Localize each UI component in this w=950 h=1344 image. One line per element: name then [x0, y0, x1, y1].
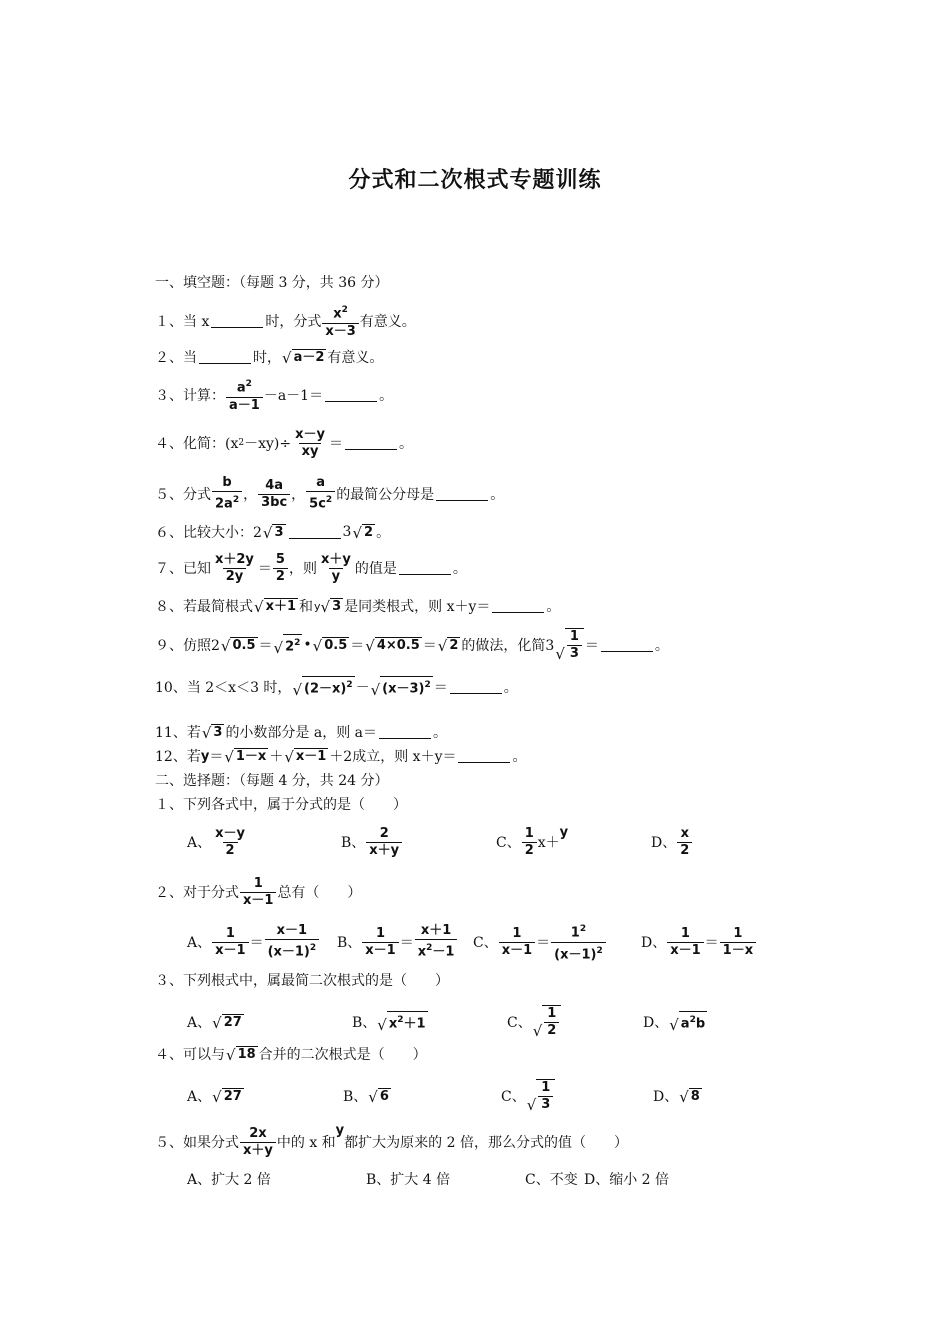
- choice-4-option-d[interactable]: [653, 1081, 703, 1111]
- q-text: 是同类根式，则 x＋y＝: [344, 599, 491, 615]
- radical: √ $(x-3)^2$: [371, 676, 433, 697]
- q-text: ２、对于分式: [155, 885, 239, 901]
- answer-blank[interactable]: [458, 750, 510, 763]
- q-text: ＝: [433, 680, 448, 696]
- option-label: D、: [641, 935, 667, 951]
- q-text: ８、若最简根式: [155, 599, 253, 615]
- q-text: ＝: [350, 638, 365, 654]
- option-label: B、: [337, 935, 362, 951]
- q-text: 。: [546, 599, 561, 615]
- choice-1-option-a[interactable]: [187, 827, 249, 857]
- answer-blank[interactable]: [199, 351, 251, 364]
- radical: √ x＋1: [254, 597, 296, 616]
- answer-blank[interactable]: [450, 681, 502, 694]
- q-text: ５、分式: [155, 487, 211, 503]
- q-text: ９、仿照2: [155, 638, 220, 654]
- q-text: x＋: [537, 835, 560, 851]
- fraction: $\frac{x+1}{x^2-1}$: [415, 923, 458, 960]
- fraction: $\frac{5}{2}$: [273, 552, 288, 585]
- option-label: D、: [653, 1089, 679, 1105]
- q-text: ＝: [422, 638, 437, 654]
- radical: √ $\frac{1}{3}$: [555, 628, 584, 662]
- option-label: C、: [507, 1015, 532, 1031]
- choice-1-option-b[interactable]: [341, 827, 403, 857]
- radical: √ $\frac{1}{2}$: [533, 1005, 562, 1039]
- answer-blank[interactable]: [601, 639, 653, 652]
- choice-1-option-c[interactable]: C、 $\frac{1}{2}$ x＋ y: [496, 824, 569, 858]
- option-label: B、扩大 4 倍: [366, 1172, 451, 1188]
- fraction: $\frac{1}{x-1}$: [240, 876, 276, 909]
- option-label: C、: [496, 835, 521, 851]
- fraction: $\frac{x-1}{(x-1)^2}$: [265, 923, 320, 960]
- q-text: ＝: [704, 935, 719, 951]
- choice-5-option-d[interactable]: [584, 1164, 669, 1194]
- q-text: 。: [512, 749, 527, 765]
- fraction: $\frac{a}{5c^2}$: [306, 475, 335, 512]
- q-text: ＋: [269, 749, 284, 765]
- option-label: D、: [651, 835, 677, 851]
- q-text: ＝: [584, 638, 599, 654]
- radical: √ 0.5: [220, 636, 256, 655]
- q-text: ７、已知: [155, 561, 211, 577]
- q-text: ＋2成立，则 x＋y＝: [329, 749, 457, 765]
- answer-blank[interactable]: [289, 526, 341, 539]
- fraction: $\frac{1}{1-x}$: [720, 926, 756, 959]
- fraction: $\frac{a^2}{a-1}$: [226, 376, 263, 413]
- q-text: ４、化简：(x: [155, 436, 239, 452]
- fraction: $\frac{x-y}{2}$: [215, 825, 245, 858]
- option-label: A、扩大 2 倍: [187, 1172, 271, 1188]
- q-text: 时，分式: [265, 314, 322, 330]
- question-10: [155, 672, 518, 702]
- answer-blank[interactable]: [492, 600, 544, 613]
- choice-4-option-b[interactable]: [343, 1081, 392, 1111]
- q-text: 。: [490, 487, 505, 503]
- fraction: $\frac{1}{x-1}$: [667, 926, 703, 959]
- q-text: 的最简公分母是: [336, 487, 435, 503]
- q-text: １、下列各式中，属于分式的是（ ）: [155, 797, 407, 813]
- fraction: $\frac{b}{2a^2}$: [212, 475, 242, 512]
- q-text: 。: [503, 680, 518, 696]
- option-label: C、: [501, 1089, 526, 1105]
- question-1: [155, 305, 416, 339]
- q-text: •: [303, 637, 312, 653]
- radical: √ 27: [212, 1013, 242, 1032]
- choice-2-option-d[interactable]: [641, 927, 757, 957]
- option-label: B、: [352, 1015, 377, 1031]
- q-text: ，: [243, 487, 258, 503]
- fraction: $\frac{4a}{3bc}$: [258, 478, 290, 511]
- q-text: ６、比较大小：2: [155, 525, 262, 541]
- radical: √ 6: [368, 1087, 389, 1106]
- fraction: $\frac{x^2}{x-3}$: [322, 302, 358, 339]
- q-text: 。: [376, 525, 391, 541]
- option-label: D、: [643, 1015, 669, 1031]
- q-text: １、当 x: [155, 314, 210, 330]
- radical: √ $a^2b$: [669, 1011, 707, 1032]
- radical: √ $2^2$: [274, 634, 303, 655]
- fraction: $\frac{1^2}{(x-1)^2}$: [551, 921, 606, 963]
- fraction: $\frac{1}{3}$: [567, 629, 582, 662]
- radical: √ 4×0.5: [365, 636, 420, 655]
- radical: √ 8: [679, 1087, 700, 1106]
- q-text: 的值是: [354, 561, 397, 577]
- q-text: 11、若: [155, 725, 201, 741]
- choice-2-option-c[interactable]: [473, 924, 607, 962]
- q-text: ＝: [249, 935, 264, 951]
- q-text: ５、如果分式: [155, 1135, 239, 1151]
- option-label: A、: [187, 935, 212, 951]
- radical: √ $(2-x)^2$: [292, 676, 354, 697]
- radical: √ 3: [201, 723, 223, 742]
- option-label: A、: [187, 835, 212, 851]
- section-label: 一、填空题：（每题 3 分，共 36 分）: [155, 275, 389, 291]
- choice-1-option-d[interactable]: [651, 827, 693, 857]
- radical: √ x－1: [284, 747, 327, 766]
- answer-blank[interactable]: [379, 726, 431, 739]
- q-text: 时，: [253, 350, 281, 366]
- question-8: [155, 591, 560, 621]
- choice-5-option-b[interactable]: [366, 1164, 450, 1194]
- option-label: D、缩小 2 倍: [584, 1172, 670, 1188]
- choice-3-option-a[interactable]: [187, 1007, 245, 1037]
- q-text: ＝: [536, 935, 551, 951]
- answer-blank[interactable]: [325, 389, 377, 402]
- q-text: －a－1＝: [263, 388, 324, 404]
- fraction: $\frac{x+y}{y}$: [320, 551, 351, 584]
- choice-2-option-a[interactable]: [187, 923, 320, 960]
- q-text: 有意义。: [327, 350, 384, 366]
- option-label: A、: [187, 1089, 212, 1105]
- section-label: 二、选择题：（每题 4 分，共 24 分）: [155, 773, 389, 789]
- answer-blank[interactable]: [399, 562, 451, 575]
- q-text: 。: [433, 725, 448, 741]
- q-text: 总有（ ）: [277, 885, 362, 901]
- page-title: 分式和二次根式专题训练: [348, 167, 602, 193]
- choice-5-option-a[interactable]: [187, 1164, 271, 1194]
- q-text: 。: [379, 388, 394, 404]
- option-label: B、: [341, 835, 366, 851]
- fraction: $\frac{x}{2}$: [677, 826, 692, 859]
- radical: √ 0.5: [312, 636, 348, 655]
- answer-blank[interactable]: [436, 488, 488, 501]
- choice-1-stem: [155, 789, 407, 819]
- q-text: 。: [654, 638, 669, 654]
- q-text: ４、可以与: [155, 1047, 225, 1063]
- fraction: $\frac{1}{x-1}$: [362, 926, 398, 959]
- fraction: $\frac{x-y}{xy}$: [295, 426, 325, 459]
- radical: √ 1－x: [224, 747, 267, 766]
- q-text: 中的 x 和: [276, 1135, 336, 1151]
- q-text: 3: [342, 524, 352, 540]
- radical: √ 18: [226, 1045, 256, 1064]
- option-label: A、: [187, 1015, 212, 1031]
- q-text: 。: [452, 561, 467, 577]
- question-3: [155, 379, 394, 413]
- radical: √ a－2: [282, 348, 325, 367]
- option-label: B、: [343, 1089, 368, 1105]
- q-text: －: [355, 680, 370, 696]
- question-9: [155, 629, 669, 663]
- q-text: ＝: [258, 638, 273, 654]
- fraction: $\frac{2}{x+y}$: [366, 826, 402, 859]
- q-text: ２、当: [155, 350, 197, 366]
- fraction: $\frac{2x}{x+y}$: [240, 1126, 276, 1159]
- q-text: 的做法，化简3: [461, 638, 555, 654]
- q-text: ＝: [328, 436, 343, 452]
- q-text: －xy)÷: [244, 436, 292, 452]
- fraction: $\frac{1}{3}$: [538, 1080, 553, 1113]
- choice-5-stem: ５、如果分式 $\frac{2x}{x+y}$ 中的 x 和 y 都扩大为原来的 2 倍，那么分式的值（ ）: [155, 1122, 628, 1158]
- radical: √ 3: [262, 523, 284, 542]
- q-text: ＝: [257, 561, 272, 577]
- radical: y √ 3: [314, 597, 342, 616]
- fraction: $\frac{1}{2}$: [522, 826, 537, 859]
- choice-3-stem: [155, 965, 449, 995]
- choice-3-option-b[interactable]: [352, 1007, 429, 1037]
- q-text: ３、下列根式中，属最简二次根式的是（ ）: [155, 973, 449, 989]
- q-text: 10、当 2＜x＜3 时，: [155, 680, 292, 696]
- choice-2-option-b[interactable]: [337, 923, 458, 960]
- fraction: $\frac{1}{x-1}$: [212, 926, 248, 959]
- q-text: ３、计算：: [155, 388, 225, 404]
- option-label: C、: [473, 935, 498, 951]
- q-text: ＝: [209, 749, 224, 765]
- question-7: [155, 553, 467, 583]
- question-12: 12、若 y ＝ √ 1－x ＋ √ x－1 ＋2成立，则 x＋y＝ 。: [155, 747, 527, 766]
- q-text: 12、若: [155, 749, 201, 765]
- question-5: [155, 475, 505, 512]
- q-text: 合并的二次根式是（ ）: [258, 1047, 427, 1063]
- q-text: 有意义。: [359, 314, 416, 330]
- fraction: $\frac{1}{x-1}$: [499, 926, 535, 959]
- question-2: [155, 342, 383, 372]
- option-label: C、不变: [525, 1172, 578, 1188]
- q-text: ，: [291, 487, 306, 503]
- q-text: 和: [299, 599, 313, 615]
- radical: √ 2: [437, 636, 459, 655]
- q-text: 的小数部分是 a，则 a＝: [225, 725, 378, 741]
- fraction: $\frac{x+2y}{2y}$: [215, 551, 254, 584]
- choice-5-option-c[interactable]: [525, 1164, 578, 1194]
- section-fill-in-header: [155, 267, 389, 297]
- fraction: $\frac{1}{2}$: [544, 1006, 559, 1039]
- radical: √ 2: [352, 523, 374, 542]
- q-text: ，则: [288, 561, 317, 577]
- q-text: 都扩大为原来的 2 倍，那么分式的值（ ）: [344, 1135, 628, 1151]
- choice-3-option-c[interactable]: [507, 1006, 562, 1040]
- q-text: ＝: [399, 935, 414, 951]
- radical: √ $x^2+1$: [377, 1011, 427, 1032]
- choice-3-option-d[interactable]: [643, 1007, 708, 1037]
- question-4: ４、化简：(x 2 －xy)÷ $\frac{x-y}{xy}$ ＝ 。: [155, 426, 413, 459]
- choice-4-option-c[interactable]: [501, 1080, 556, 1114]
- answer-blank[interactable]: [211, 315, 263, 328]
- q-text: 。: [398, 436, 413, 452]
- choice-2-stem: [155, 877, 361, 907]
- choice-4-stem: [155, 1039, 427, 1069]
- question-6: [155, 517, 390, 547]
- answer-blank[interactable]: [345, 437, 397, 450]
- radical: √ $\frac{1}{3}$: [527, 1079, 556, 1113]
- choice-4-option-a[interactable]: [187, 1081, 245, 1111]
- radical: √ 27: [212, 1087, 242, 1106]
